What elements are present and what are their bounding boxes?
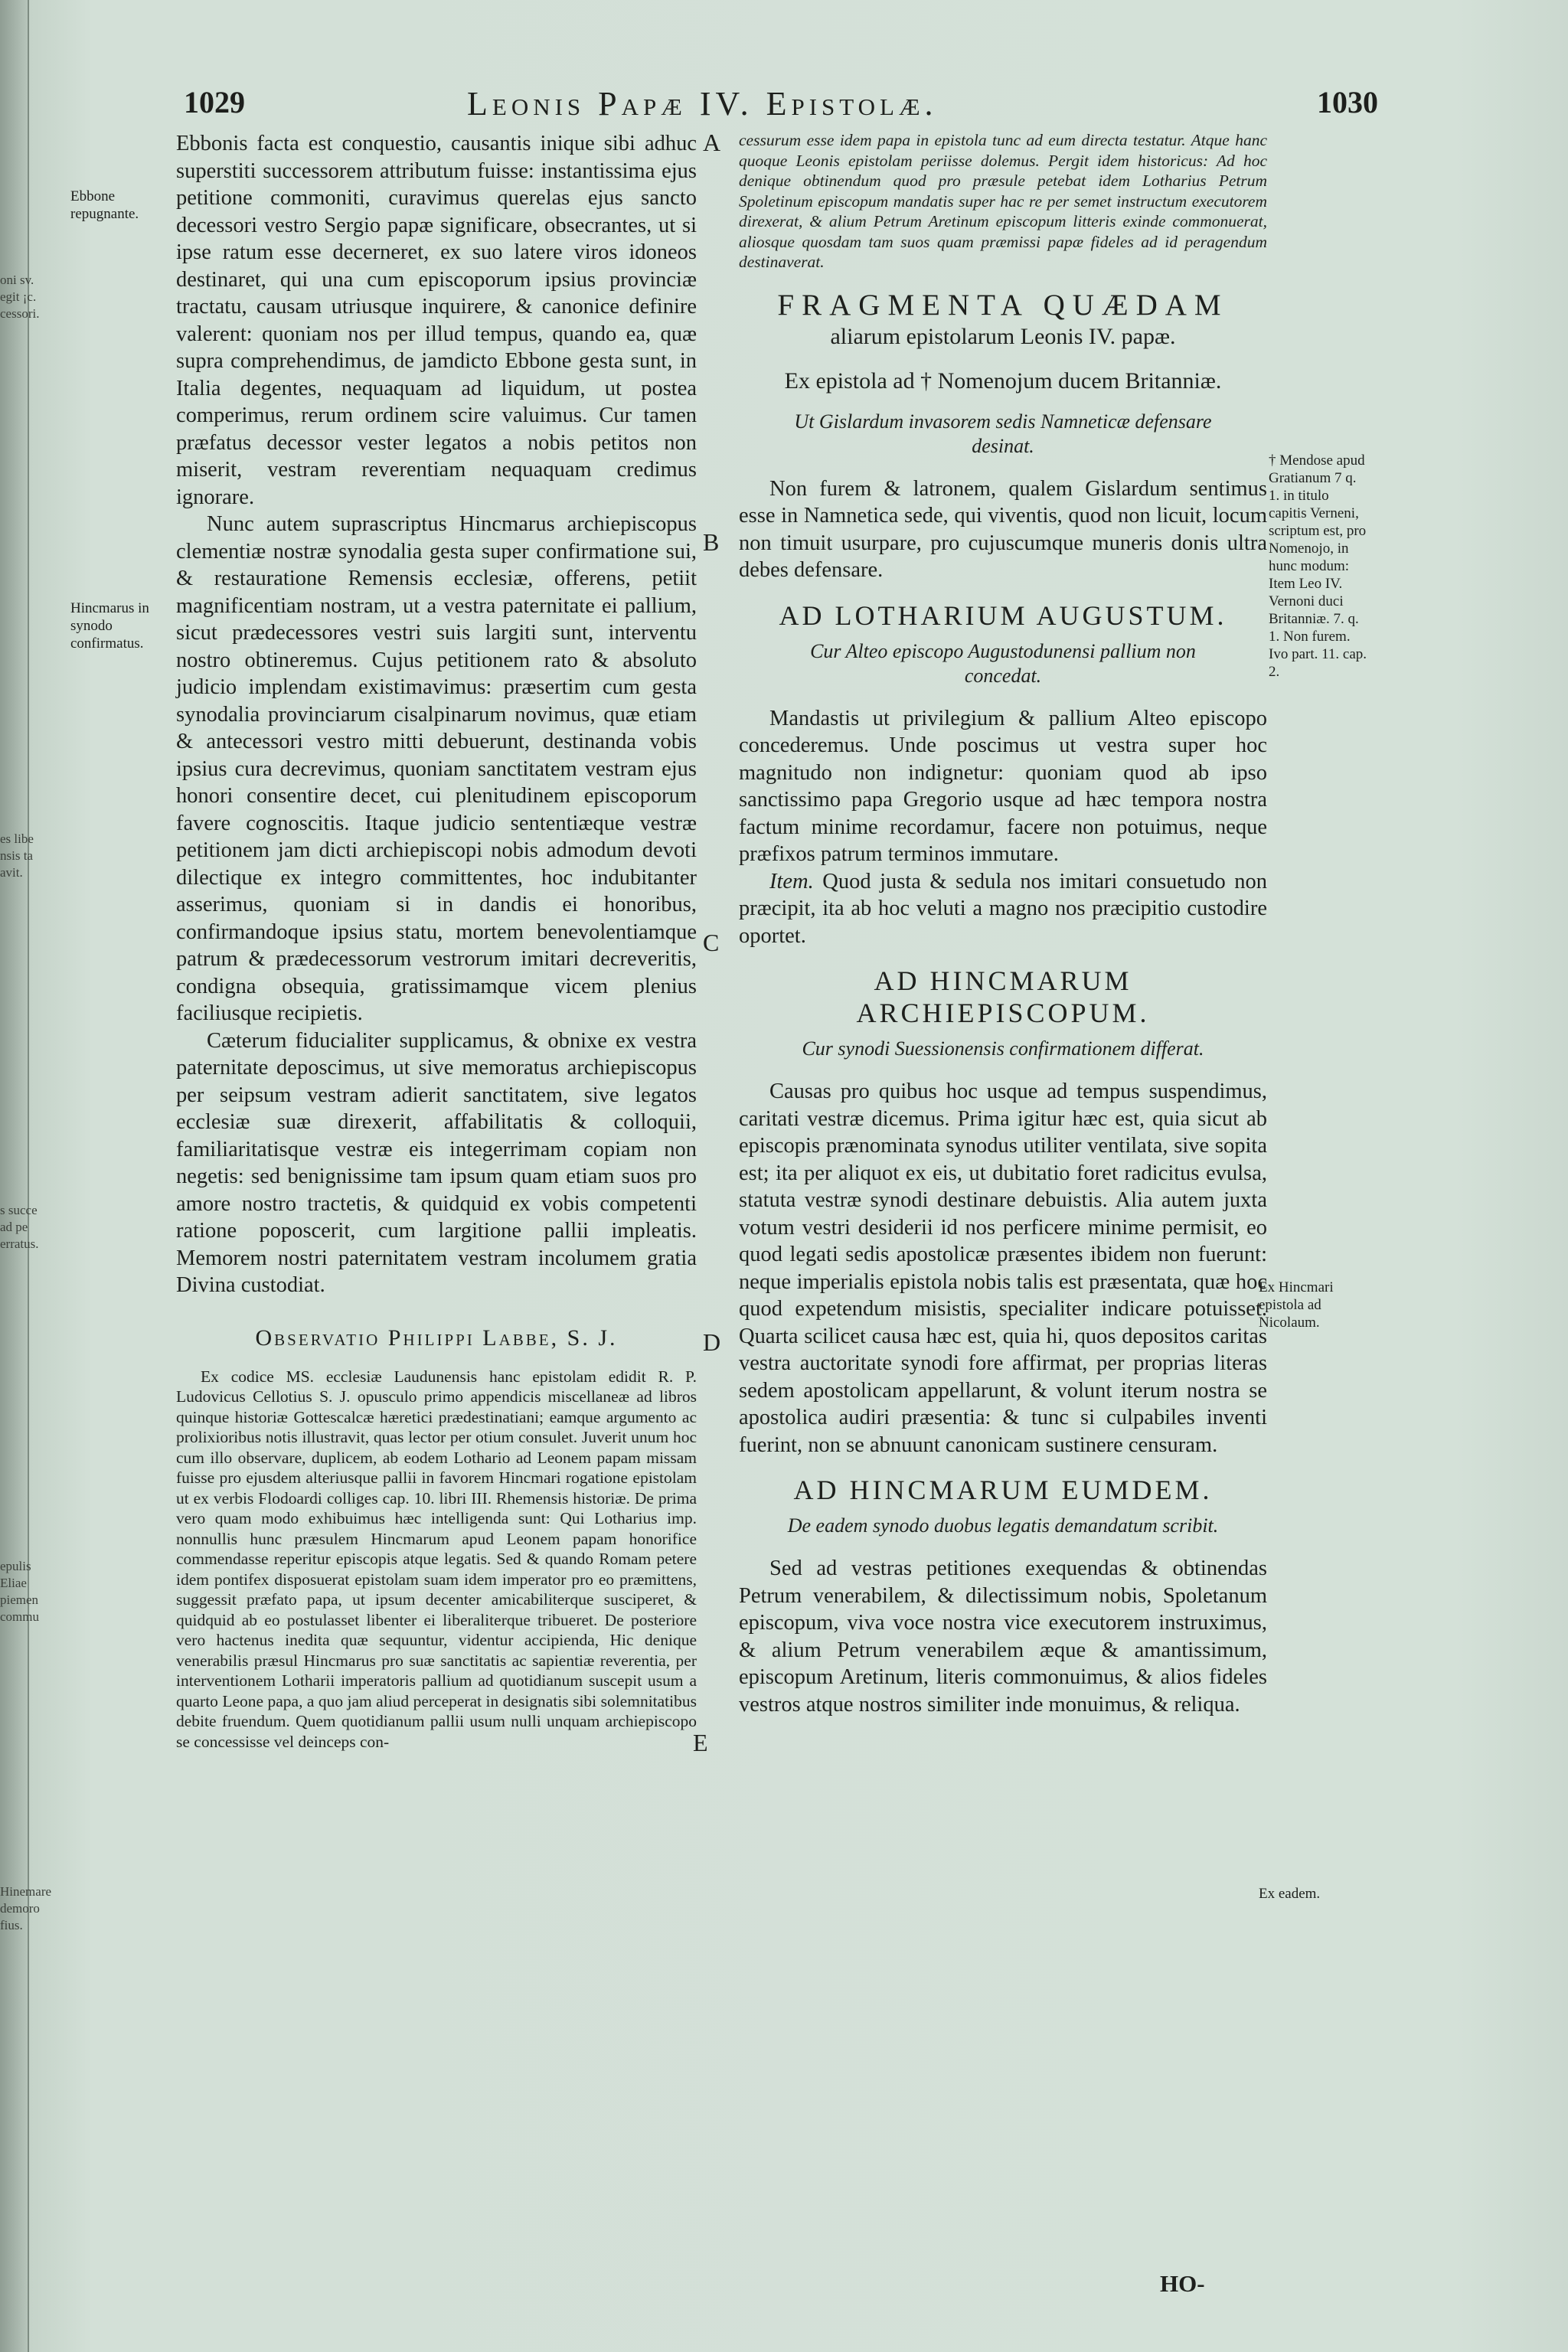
- epistle-heading: AD HINCMARUM ARCHIEPISCOPUM.: [856, 965, 1150, 1028]
- epistle-text: Causas pro quibus hoc usque ad tempus suspendimus, caritati vestræ dicemus. Prima igitur hæc est, quia sicut ab episcopis prænominata synodus utiliter ventilata, sive sopita est; ita per aliquot ex eis, ut dubitatio foret radicitus evulsa, statuta vestræ synodi destinare debuistis. Alia autem juxta votum vestri desiderii id nos perficere minime permisit, eo quod legati sedis apostolicæ præsentes ibidem non fuerunt: neque imperialis epistola nobis talis est præsentata, quæ hoc quod expetendum misistis, specialiter indicare potuisset. Quarta scilicet causa hæc est, quia hi, quos depositos caritas vestra auctoritate synodi fore affirmat, per proprias literas sedem apostolicam appellarunt, & volunt iterum nostra se apostolica audiri præsentia: & tunc si culpabiles inventi fuerint, non se abnuunt canonicam sustinere censuram.: [739, 1080, 1267, 1457]
- epistle-text: Sed ad vestras petitiones exequendas & obtinendas Petrum venerabilem, & dilectissimum nobis, Spoletanum episcopum, viva voce nostra vice executorem instruximus, & alium Petrum venerabilem æque & amantissimum, episcopum Aretinum, literis commonuimus, & alios fideles vestros atque nostros similiter inde monuimus, & reliqua.: [739, 1557, 1267, 1717]
- epistle-source-line: Ex epistola ad † Nomenojum ducem Britanniæ.: [784, 368, 1222, 394]
- margin-note: Ex eadem.: [1259, 1886, 1321, 1902]
- catchword: HO-: [1160, 2270, 1205, 2297]
- epistle-text: Mandastis ut privilegium & pallium Alteo episcopo concederemus. Unde poscimus ut vestra super hoc magnitudo non indignetur: quoniam quod ab ipso sanctissimo papa Gregorio usque ad hæc tempora nostra factum minime recordamur, facere non potuimus, neque præfixos patrum terminos immutare.: [739, 706, 1267, 866]
- epistle-text: Non furem & latronem, qualem Gislardum sentimus esse in Namnetica sede, qui viventis, quod non licuit, locum non timuit usurpare, pro cujuscumque muneris donis ultra debes defensare.: [739, 476, 1267, 582]
- paragraph: Ebbonis facta est conquestio, causantis inique sibi adhuc superstiti successorem attributum fuisse: instantissima ejus petitione commoniti, curavimus querelas ejus sancto decessori vestro Sergio papæ significare, obsecrantes, ut si ipse ratum esse decerneret, ex suo latere viros idoneos destinaret, qui una cum episcoporum ipsius provinciæ tractatu, causam utriusque inquirere, & canonice definire valerent: quoniam nos per illud tempus, quando ea, quæ supra comprehendimus, de jamdicto Ebbone gesta sunt, in Italia degentes, nequaquam ad liquidum, ut postea comperimus, rerum ordinem scire valuimus. Cur tamen præfatus decessor vester legatos a nobis petitos non miserit, vestram reverentiam nequaquam credimus ignorare.: [176, 132, 697, 509]
- gutter-fragment: Hinemare demoro fius.: [0, 1884, 52, 1932]
- gutter-fragment: s succe ad pe erratus.: [0, 1203, 39, 1251]
- item-label: Item.: [769, 869, 814, 893]
- page-header: [184, 84, 1378, 130]
- fragmenta-subtitle: aliarum epistolarum Leonis IV. papæ.: [830, 323, 1176, 349]
- epistle-heading: AD LOTHARIUM AUGUSTUM.: [779, 599, 1227, 631]
- epistle-caption: De eadem synodo duobus legatis demandatum scribit.: [787, 1514, 1219, 1537]
- epistle-caption: Cur synodi Suessionensis confirmationem differat.: [802, 1037, 1204, 1060]
- page-number-left: 1029: [184, 85, 245, 119]
- epistle-caption: Ut Gislardum invasorem sedis Namneticæ defensare desinat.: [794, 410, 1212, 457]
- epistle-item: [739, 868, 1267, 950]
- section-letter: C: [703, 929, 720, 956]
- section-letter: E: [693, 1729, 708, 1756]
- gutter-fragment: epulis Eliae piemen commu: [0, 1559, 39, 1624]
- right-column: [739, 130, 1267, 1718]
- item-text: Quod justa & sedula nos imitari consuetudo non præcipit, ita ab hoc veluti a magno nos præcipitio custodire oportet.: [739, 869, 1267, 948]
- continuation-text: cessurum esse idem papa in epistola tunc ad eum directa testatur. Atque hanc quoque Leonis epistolam periisse dolemus. Pergit idem historicus: Ad hoc denique obtinendum quod pro præsule petebat idem Lotharius Petrum Spoletinum episcopum mandatis super hac re per semet instructum executorem direxerat, & alium Petrum Aretinum episcopum litteris exinde commonuerat, aliosque quosdam tam suos quam præmissi papæ fideles ad id peragendum destinaverat.: [739, 131, 1267, 271]
- gutter-fragment: es libe nsis ta avit.: [0, 831, 34, 880]
- running-title: Leonis Papæ IV. Epistolæ.: [467, 85, 938, 122]
- observatio-text: Ex codice MS. ecclesiæ Laudunensis hanc epistolam edidit R. P. Ludovicus Cellotius S. J. opusculo primo appendicis miscellaneæ ad libros quinque historiæ Gottescalcæ hæretici prædestinatiani; eamque argumento ac prolixioribus notis illustravit, quas lector per otium consulet. Juverit unum hoc cum illo observare, duplicem, ab eodem Lothario ad Leonem papam missam fuisse pro ejusdem alteriusque pallii in favorem Hincmari rogatione epistolam ut ex verbis Flodoardi colliges cap. 10. libri III. Rhemensis historiæ. De prima vero quam modo exhibuimus hæc intelligenda sunt: Qui Lotharius imp. nonnullis hunc præsulem Hincmarum apud Leonem papam honorifice commendasse reperitur episcopis atque legatis. Sed & quando Romam petere idem pontifex disposuerat epistolam suam idem imperator pro eo præmittens, suggessit præfato papa, ut ipsum decenter amicabiliterque susciperet, & quidquid ab eo postulasset libenter ei liberaliterque tribueret. De posteriore vero hactenus inedita quæ sequuntur, videntur accipienda, Hic denique venerabilis præsul Hincmarus pro suæ sanctitatis ac sapientiæ reverentia, per interventionem Lotharii imperatoris pallium ad quotidianum suscepit usum a quarto Leone papa, a quo jam aliud perceperat in designatis sibi solemnitatibus debite fruendum. Quem quotidianum pallii usum nulli unquam archiepiscopo se concessisse vel deinceps con-: [176, 1367, 697, 1751]
- epistle-caption: Cur Alteo episcopo Augustodunensi pallium non concedat.: [810, 639, 1196, 687]
- margin-note: Ex Hincmari epistola ad Nicolaum.: [1259, 1279, 1334, 1331]
- previous-page-edge: [0, 0, 29, 2352]
- margin-note: Hincmarus in synodo confirmatus.: [70, 600, 149, 652]
- epistle-heading: AD HINCMARUM EUMDEM.: [793, 1475, 1213, 1505]
- gutter-fragment: oni sv. egit ¡c. cessori.: [0, 273, 40, 321]
- section-letter: D: [703, 1328, 721, 1356]
- paragraph: Cæterum fiducialiter supplicamus, & obnixe ex vestra paternitate deposcimus, ut sive memoratus archiepiscopus per seipsum vestram adierit sanctitatem, sive legatos ecclesiæ suæ direxerit, affabilitatis & colloquii, familiaritatisque vestræ eis integerrimam copiam non negetis: sed benignissime tam ipsum quam etiam suos pro amore nostro tractetis, & quidquid ex vobis competenti ratione poposcerit, cum largitione pallii impleatis. Memorem nostri paternitatem vestram incolumem gratia Divina custodiat.: [176, 1028, 697, 1297]
- margin-note: Ebbone repugnante.: [70, 188, 139, 222]
- margin-note: † Mendose apud Gratianum 7 q. 1. in titulo capitis Verneni, scriptum est, pro Nomenojo, in hunc modum: Item Leo IV. Vernoni duci Britanniæ. 7. q. 1. Non furem. Ivo part. 11. cap. 2.: [1269, 452, 1367, 680]
- section-letter: B: [703, 528, 720, 556]
- section-letter: A: [703, 129, 721, 156]
- paragraph: Nunc autem suprascriptus Hincmarus archiepiscopus clementiæ nostræ synodalia gesta super confirmatione sui, & restauratione Remensis ecclesiæ, offerens, petiit magnificentiam nostram, ut a vestra paternitate ei pallium, sicut prædecessores vestri suis largiti sunt, interventu nostro obtineremus. Cujus petitionem rato & absoluto judicio implendam existimavimus: præsertim cum gesta synodalia provinciarum cisalpinarum novimus, quæ etiam & antecessori vestro mitti debuerunt, destinanda vobis ipsius cura decrevimus, quoniam sanctitatem vestram ejus honori consentire decet, cui plenitudinem episcoporum favere cognoscitis. Itaque judicio sententiæque vestræ petitionem jam dicti archiepiscopi nobis admodum devoti dilectique ex integro committentes, hoc indubitanter asserimus, quoniam si in dandis ei honoribus, confirmandoque ipsius statu, mortem benevolentiamque patrum & prædecessorum vestrorum imitari decreveritis, condigna obsequia, gratissimamque vicem plenius faciliusque recipietis.: [176, 512, 697, 1025]
- observatio-title: Observatio Philippi Labbe, S. J.: [255, 1325, 618, 1351]
- fragmenta-title: FRAGMENTA QUÆDAM: [777, 288, 1229, 322]
- left-column: [176, 130, 697, 1752]
- page-number-right: 1030: [1317, 85, 1378, 119]
